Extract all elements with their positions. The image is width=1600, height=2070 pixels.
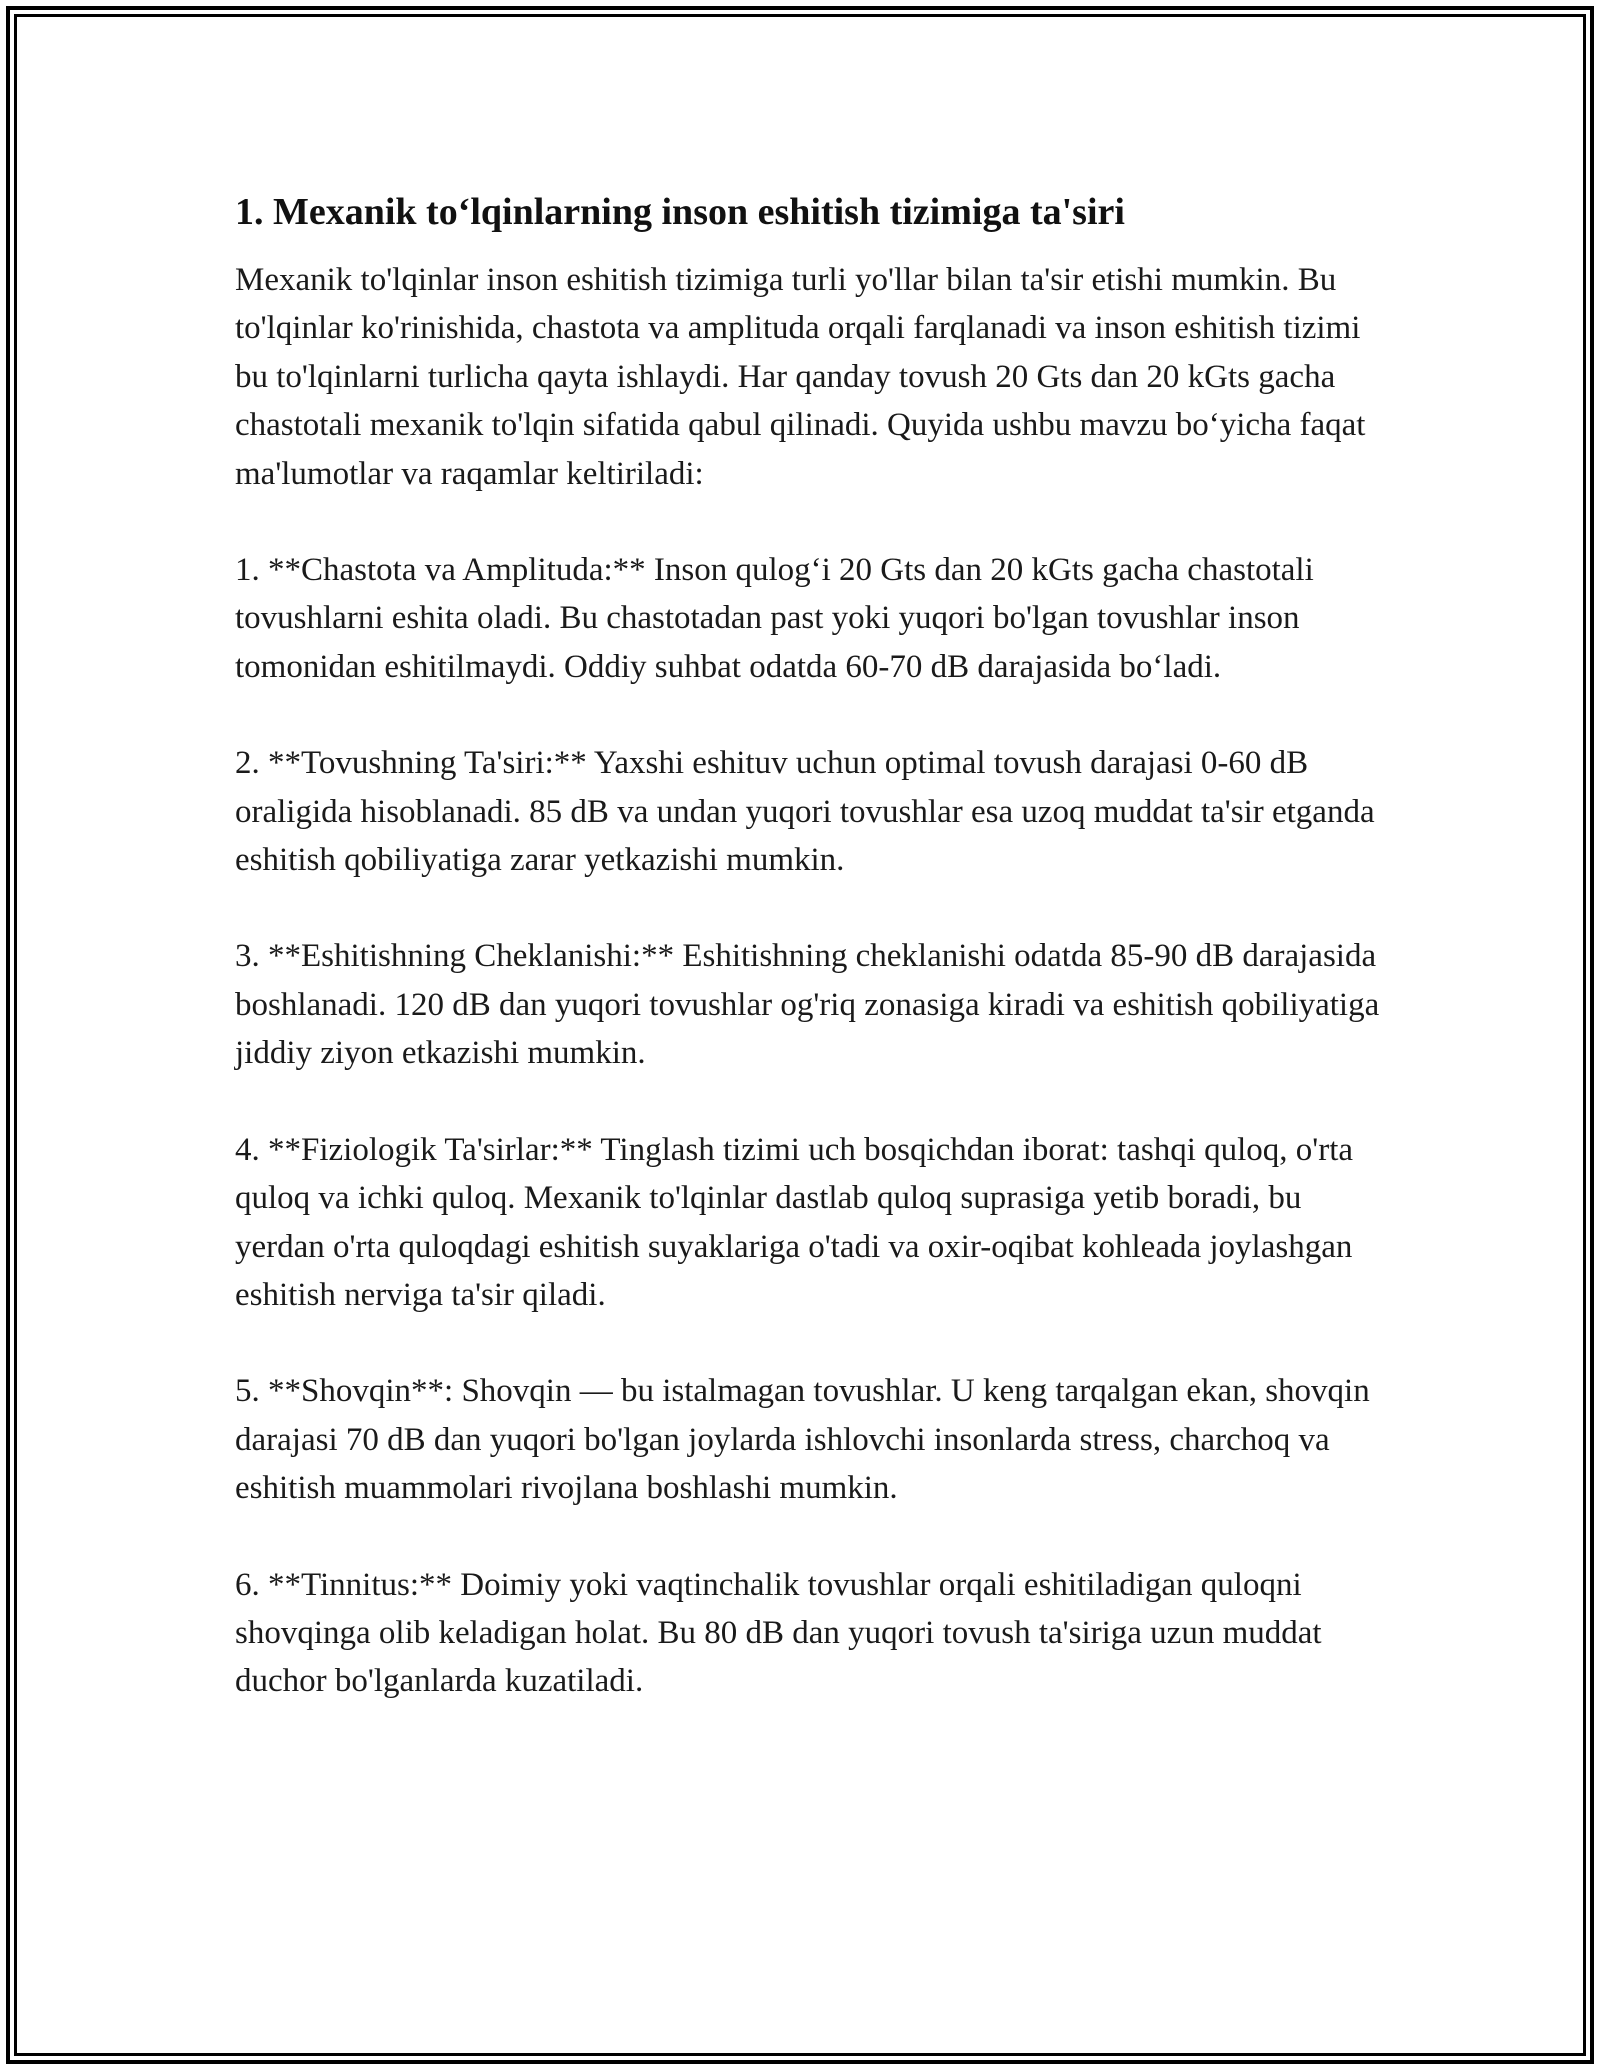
item-paragraph-fiziologik: 4. **Fiziologik Ta'sirlar:** Tinglash tizimi uch bosqichdan iborat: tashqi quloq, o'rta quloq va ichki quloq. Mexanik to'lqinlar dastlab quloq suprasiga yetib boradi, bu yerdan o'rta quloqdagi eshitish suyaklariga o'tadi va oxir-oqibat kohleada joylashgan eshitish nerviga ta'sir qiladi. xyxy=(235,1131,1354,1313)
document-title: 1. Mexanik to‘lqinlarning inson eshitish tizimiga ta'siri xyxy=(235,191,1125,233)
item-paragraph-shovqin: 5. **Shovqin**: Shovqin — bu istalmagan tovushlar. U keng tarqalgan ekan, shovqin darajasi 70 dB dan yuqori bo'lgan joylarda ishlovchi insonlarda stress, charchoq va eshitish muammolari rivojlana boshlashi mumkin. xyxy=(235,1373,1370,1507)
intro-paragraph: Mexanik to'lqinlar inson eshitish tizimiga turli yo'llar bilan ta'sir etishi mumkin. Bu to'lqinlar ko'rinishida, chastota va amplituda orqali farqlanadi va inson eshitish tizimi bu to'lqinlarni turlicha qayta ishlaydi. Har qanday tovush 20 Gts dan 20 kGts gacha chastotali mexanik to'lqin sifatida qabul qilinadi. Quyida ushbu mavzu bo‘yicha faqat ma'lumotlar va raqamlar keltiriladi: xyxy=(235,262,1366,492)
document-body xyxy=(235,186,1385,1754)
item-paragraph-tinnitus: 6. **Tinnitus:** Doimiy yoki vaqtinchalik tovushlar orqali eshitiladigan quloqni shovqinga olib keladigan holat. Bu 80 dB dan yuqori tovush ta'siriga uzun muddat duchor bo'lganlarda kuzatiladi. xyxy=(235,1566,1322,1700)
item-paragraph-tovush-tasiri: 2. **Tovushning Ta'siri:** Yaxshi eshituv uchun optimal tovush darajasi 0-60 dB oraligida hisoblanadi. 85 dB va undan yuqori tovushlar esa uzoq muddat ta'sir etganda eshitish qobiliyatiga zarar yetkazishi mumkin. xyxy=(235,745,1375,879)
item-paragraph-chastota: 1. **Chastota va Amplituda:** Inson qulog‘i 20 Gts dan 20 kGts gacha chastotali tovushlarni eshita oladi. Bu chastotadan past yoki yuqori bo'lgan tovushlar inson tomonidan eshitilmaydi. Oddiy suhbat odatda 60-70 dB darajasida bo‘ladi. xyxy=(235,552,1314,685)
item-paragraph-cheklanish: 3. **Eshitishning Cheklanishi:** Eshitishning cheklanishi odatda 85-90 dB darajasida boshlanadi. 120 dB dan yuqori tovushlar og'riq zonasiga kiradi va eshitish qobiliyatiga jiddiy ziyon etkazishi mumkin. xyxy=(235,938,1380,1072)
